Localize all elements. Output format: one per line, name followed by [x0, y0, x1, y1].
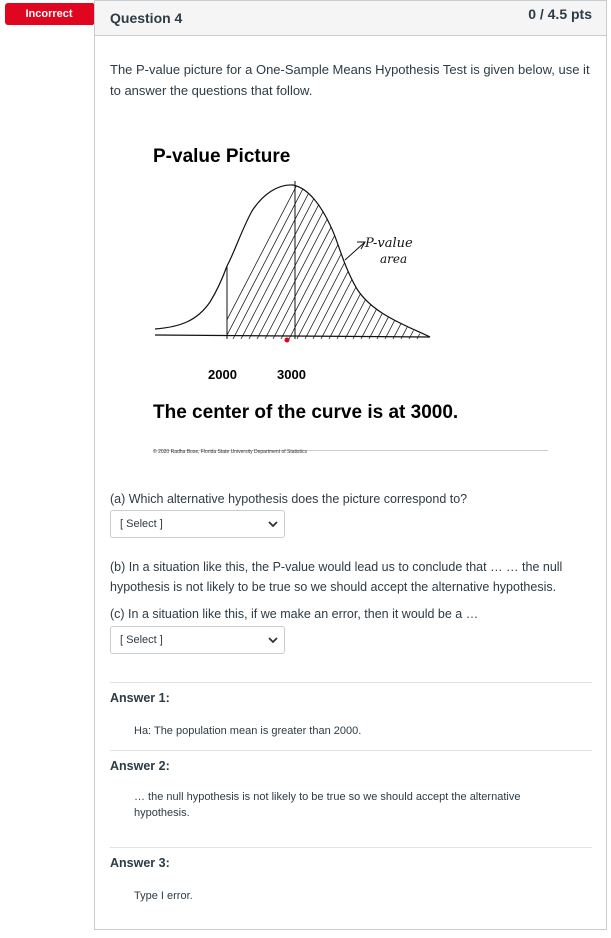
question-a-text: (a) Which alternative hypothesis does the picture correspond to? [110, 492, 468, 506]
answer-divider [110, 750, 592, 751]
curve-center-note: The center of the curve is at 3000. [153, 402, 459, 423]
answer-divider [110, 682, 592, 683]
chevron-down-icon [268, 520, 278, 528]
question-title: Question 4 [110, 10, 183, 26]
area-annotation: area [380, 252, 408, 266]
chevron-down-icon [268, 636, 278, 644]
p-value-curve-sketch [95, 139, 608, 359]
question-a-select[interactable] [110, 510, 285, 538]
question-card [94, 0, 607, 930]
figure-copyright: © 2020 Radha Bose, Florida State University Department of Statistics [153, 449, 308, 455]
p-value-figure [95, 139, 608, 469]
question-c-select[interactable] [110, 626, 285, 654]
incorrect-badge-label: Incorrect [5, 3, 93, 25]
question-a-select-value: [ Select ] [120, 518, 163, 530]
incorrect-badge [5, 3, 103, 25]
figure-title: P-value Picture [153, 146, 291, 167]
answer-1-text: Ha: The population mean is greater than 2000. [134, 725, 362, 737]
tick-label-3000: 3000 [277, 367, 306, 382]
question-points: 0 / 4.5 pts [528, 6, 592, 22]
question-c-text: (c) In a situation like this, if we make an error, then it would be a … [110, 607, 479, 621]
p-value-annotation: P-value [365, 236, 413, 251]
question-header [95, 1, 606, 36]
tick-label-2000: 2000 [208, 367, 237, 382]
question-c-select-value: [ Select ] [120, 634, 163, 646]
answer-divider [110, 847, 592, 848]
question-intro: The P-value picture for a One-Sample Means Hypothesis Test is given below, use it to answer the questions that follow. [110, 62, 590, 98]
answer-1-label: Answer 1: [110, 691, 170, 705]
answer-2-text: … the null hypothesis is not likely to be true so we should accept the alternative hypothesis. [134, 791, 521, 819]
sample-mean-dot [285, 338, 290, 343]
answer-3-text: Type I error. [134, 890, 193, 902]
answer-3-label: Answer 3: [110, 856, 170, 870]
question-b-text: (b) In a situation like this, the P-value would lead us to conclude that … … the null hypothesis is not likely to be true so we should accept the alternative hypothesis. [110, 560, 563, 594]
answer-2-label: Answer 2: [110, 759, 170, 773]
